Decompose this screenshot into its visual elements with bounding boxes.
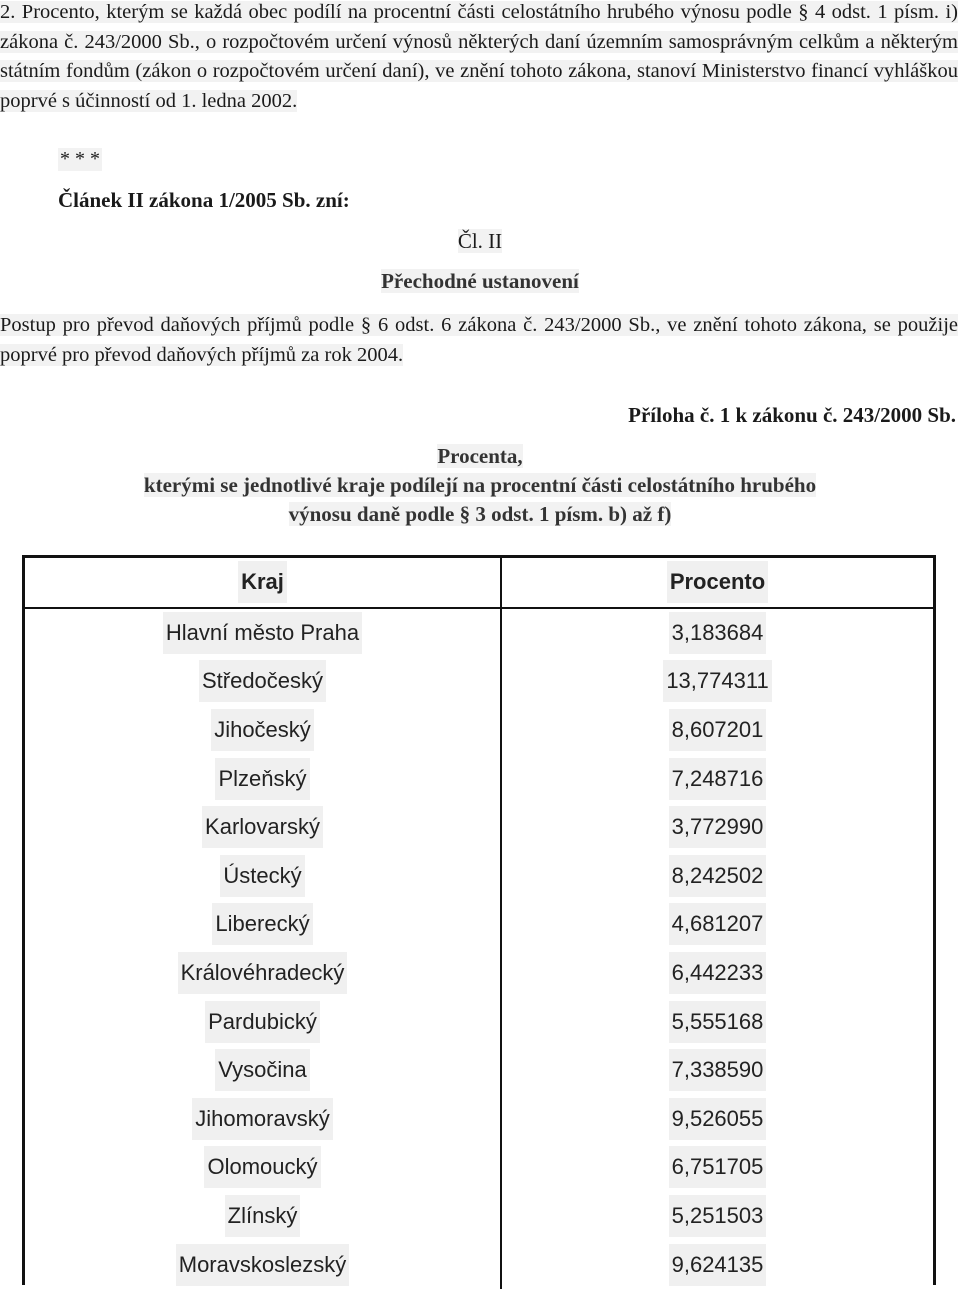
percent-cell	[501, 949, 933, 998]
region-percent: 7,338590	[669, 1049, 767, 1091]
region-name: Liberecký	[212, 903, 312, 945]
region-cell	[25, 754, 501, 803]
region-name: Plzeňský	[215, 758, 309, 800]
percent-cell	[501, 1046, 933, 1095]
region-name: Královéhradecký	[178, 952, 348, 994]
section-title-text: Přechodné ustanovení	[381, 269, 579, 293]
table-row	[25, 949, 933, 998]
percent-cell	[501, 1240, 933, 1289]
region-percent: 8,242502	[669, 855, 767, 897]
percent-cell	[501, 754, 933, 803]
region-cell	[25, 657, 501, 706]
table-row	[25, 900, 933, 949]
section-number	[0, 229, 960, 254]
article-heading: Článek II zákona 1/2005 Sb. zní:	[58, 188, 350, 212]
table-row	[25, 657, 933, 706]
header-procento-text: Procento	[667, 561, 768, 603]
region-share-grid	[25, 558, 933, 1289]
annex-label: Příloha č. 1 k zákonu č. 243/2000 Sb.	[628, 403, 956, 427]
table-row	[25, 706, 933, 755]
region-cell	[25, 1240, 501, 1289]
region-name: Jihočeský	[211, 709, 314, 751]
percent-cell	[501, 1143, 933, 1192]
region-percent: 4,681207	[669, 903, 767, 945]
percent-cell	[501, 1095, 933, 1144]
table-row	[25, 1240, 933, 1289]
header-procento	[501, 558, 933, 608]
region-name: Moravskoslezský	[176, 1244, 349, 1286]
region-name: Olomoucký	[204, 1146, 320, 1188]
region-cell	[25, 1192, 501, 1241]
percent-cell	[501, 706, 933, 755]
separator-stars: * * *	[60, 148, 100, 170]
annex-title-line-3: výnosu daně podle § 3 odst. 1 písm. b) až f)	[288, 502, 672, 526]
region-name: Vysočina	[215, 1049, 309, 1091]
region-percent: 6,751705	[669, 1146, 767, 1188]
table-row	[25, 997, 933, 1046]
region-percent: 13,774311	[663, 660, 771, 702]
table-header-row	[25, 558, 933, 608]
region-name: Zlínský	[225, 1195, 301, 1237]
table-row	[25, 1046, 933, 1095]
region-cell	[25, 1143, 501, 1192]
region-cell	[25, 900, 501, 949]
paragraph-municipality-share	[0, 0, 958, 116]
table-row	[25, 803, 933, 852]
paragraph-1-text: 2. Procento, kterým se každá obec podílí na procentní části celostátního hrubého výnosu podle § 4 odst. 1 písm. i) zákona č. 243/2000 Sb., o rozpočtovém určení výnosů některých daní územním samosprávným celkům a některým státním fondům (zákon o rozpočtovém určení daní), ve znění tohoto zákona, stanoví Ministerstvo financí vyhláškou poprvé s účinností od 1. ledna 2002.	[0, 1, 958, 112]
region-percent: 9,624135	[669, 1244, 767, 1286]
region-percent: 3,183684	[669, 612, 767, 654]
paragraph-2-text: Postup pro převod daňových příjmů podle § 6 odst. 6 zákona č. 243/2000 Sb., ve znění tohoto zákona, se použije poprvé pro převod daňových příjmů za rok 2004.	[0, 314, 958, 366]
header-kraj	[25, 558, 501, 608]
percent-cell	[501, 1192, 933, 1241]
table-row	[25, 608, 933, 658]
percent-cell	[501, 997, 933, 1046]
annex-title-line-2: kterými se jednotlivé kraje podílejí na procentní části celostátního hrubého	[143, 473, 817, 497]
region-percent: 5,251503	[669, 1195, 767, 1237]
section-number-text: Čl. II	[457, 229, 503, 253]
header-kraj-text: Kraj	[238, 561, 287, 603]
region-cell	[25, 608, 501, 658]
region-cell	[25, 1095, 501, 1144]
table-row	[25, 852, 933, 901]
region-name: Hlavní město Praha	[163, 612, 362, 654]
region-cell	[25, 852, 501, 901]
annex-title-line-1: Procenta,	[437, 444, 523, 468]
table-row	[25, 1192, 933, 1241]
paragraph-transfer-procedure	[0, 311, 958, 370]
region-cell	[25, 803, 501, 852]
region-share-table	[22, 555, 936, 1285]
percent-cell	[501, 803, 933, 852]
region-cell	[25, 949, 501, 998]
region-name: Ústecký	[220, 855, 304, 897]
table-row	[25, 1095, 933, 1144]
region-cell	[25, 1046, 501, 1095]
annex-title	[0, 442, 960, 529]
region-percent: 7,248716	[669, 758, 767, 800]
region-name: Pardubický	[205, 1001, 320, 1043]
region-cell	[25, 706, 501, 755]
table-row	[25, 1143, 933, 1192]
region-name: Jihomoravský	[192, 1098, 332, 1140]
section-title	[0, 269, 960, 294]
percent-cell	[501, 900, 933, 949]
region-percent: 5,555168	[669, 1001, 767, 1043]
percent-cell	[501, 852, 933, 901]
table-row	[25, 754, 933, 803]
region-name: Středočeský	[199, 660, 326, 702]
region-percent: 8,607201	[669, 709, 767, 751]
region-percent: 9,526055	[669, 1098, 767, 1140]
region-cell	[25, 997, 501, 1046]
percent-cell	[501, 657, 933, 706]
region-percent: 6,442233	[669, 952, 767, 994]
region-name: Karlovarský	[202, 806, 323, 848]
region-percent: 3,772990	[669, 806, 767, 848]
percent-cell	[501, 608, 933, 658]
